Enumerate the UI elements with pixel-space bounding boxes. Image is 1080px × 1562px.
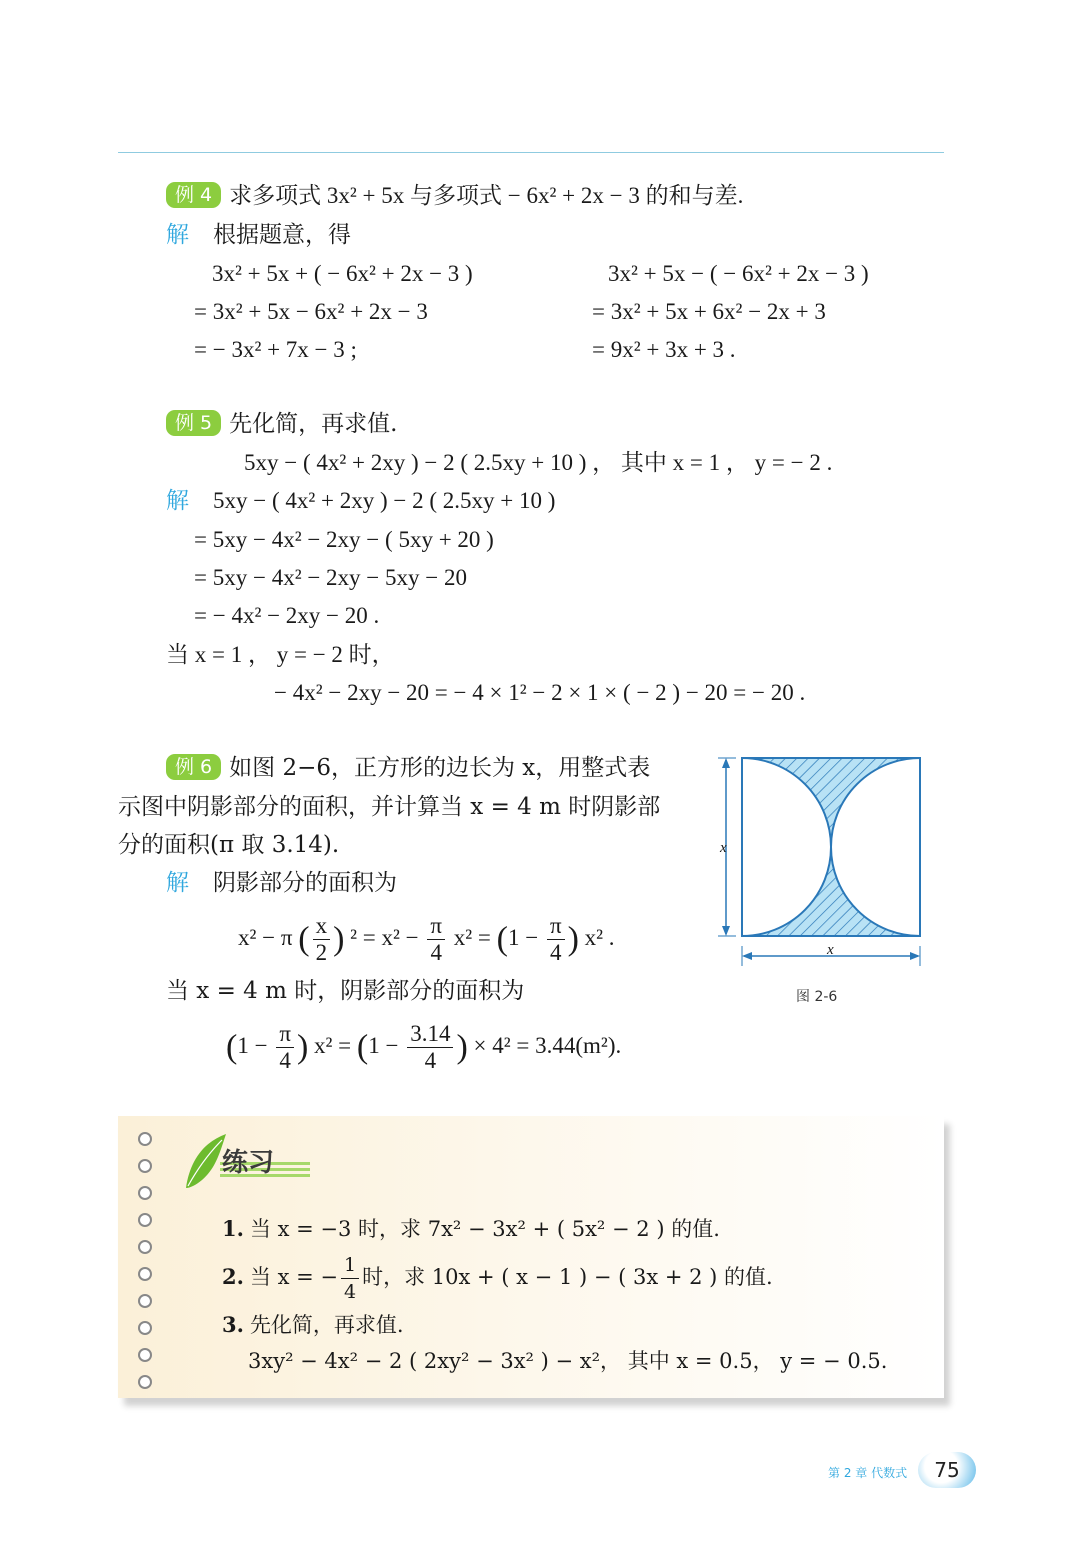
fraction-pi-over-4 [276, 1021, 294, 1074]
fraction-denominator: 4 [344, 1281, 357, 1303]
binder-ring [138, 1294, 152, 1308]
exercise-3 [222, 1310, 404, 1340]
example5-step-3: = 5xy − 4x² − 2xy − 5xy − 20 [194, 565, 468, 590]
fraction-numerator: 3.14 [407, 1021, 453, 1048]
fraction-pi-over-4 [547, 913, 565, 966]
example4-solve [166, 220, 351, 250]
exercise-text-post: 时，求 10x + ( x − 1 ) − ( 3x + 2 ) 的值. [362, 1265, 773, 1289]
formula-part: 1 − [237, 1033, 268, 1058]
example5-solve [166, 486, 555, 516]
example6-when: 当 x = 4 m 时，阴影部分的面积为 [166, 978, 525, 1004]
exercise-number: 3. [222, 1312, 244, 1337]
arrow-up-icon [722, 758, 730, 768]
fraction-denominator: 4 [279, 1048, 291, 1074]
binder-ring [138, 1159, 152, 1173]
example6-solve [166, 868, 397, 898]
side-label: x [720, 840, 727, 856]
exercise-number: 2. [222, 1264, 244, 1289]
solve-label: 解 [166, 870, 189, 896]
right-paren: ) [567, 920, 579, 958]
formula-part: 1 − [507, 925, 539, 950]
binder-ring [138, 1240, 152, 1254]
left-paren: ( [496, 920, 508, 958]
binder-ring [138, 1186, 152, 1200]
exercise-text: 先化简，再求值. [249, 1313, 404, 1337]
fraction-denominator: 4 [424, 1048, 437, 1074]
arrow-right-icon [910, 952, 920, 960]
left-paren: ( [226, 1028, 238, 1066]
example4-sum-line-3: = − 3x² + 7x − 3 ; [194, 337, 357, 362]
example4-prompt: 求多项式 3x² + 5x 与多项式 − 6x² + 2x − 3 的和与差. [229, 183, 744, 208]
formula-part: × 4² = 3.44(m²). [473, 1033, 622, 1058]
example4-diff-line-3: = 9x² + 3x + 3 . [592, 337, 736, 362]
example6-text-line-2: 示图中阴影部分的面积，并计算当 x = 4 m 时阴影部 [118, 794, 661, 820]
example6-text-line-3: 分的面积(π 取 3.14). [118, 832, 340, 858]
exercise-number: 1. [222, 1216, 244, 1241]
left-paren: ( [356, 1028, 369, 1066]
figure-caption: 图 2-6 [796, 989, 838, 1005]
right-paren: ) [333, 920, 345, 958]
exercise-text-pre: 当 x = − [249, 1265, 338, 1289]
example5-step-2: = 5xy − 4x² − 2xy − ( 5xy + 20 ) [194, 527, 494, 552]
solve-label: 解 [166, 222, 189, 248]
formula-part: ² = x² − [350, 925, 419, 950]
exercise-1 [222, 1214, 720, 1244]
page-number: 75 [918, 1452, 976, 1488]
arrow-left-icon [742, 952, 752, 960]
binder-ring [138, 1213, 152, 1227]
example4-diff-line-1: 3x² + 5x − ( − 6x² + 2x − 3 ) [608, 261, 869, 286]
example4-sum-line-2: = 3x² + 5x − 6x² + 2x − 3 [194, 299, 428, 324]
fraction-numerator: π [547, 913, 565, 940]
example5-expression: 5xy − ( 4x² + 2xy ) − 2 ( 2.5xy + 10 ) ， 其中 x = 1 ， y = − 2 . [244, 450, 833, 475]
fraction-denominator: 4 [430, 940, 442, 966]
formula-part: x² . [584, 925, 615, 950]
example6-formula [238, 910, 615, 968]
example6-tag: 例 6 [166, 754, 221, 780]
practice-title: 练习 [222, 1148, 275, 1178]
right-paren: ) [296, 1028, 309, 1066]
exercise-3-expression: 3xy² − 4x² − 2 ( 2xy² − 3x² ) − x²， 其中 x = 0.5， y = − 0.5. [248, 1349, 888, 1373]
figure-2-6 [712, 752, 928, 972]
example6-text-line-1: 如图 2−6，正方形的边长为 x，用整式表 [229, 755, 651, 781]
solve-label: 解 [166, 488, 189, 514]
binder-ring [138, 1375, 152, 1389]
binder-ring [138, 1132, 152, 1146]
fraction-1-over-4 [341, 1252, 359, 1305]
example4-heading [166, 181, 743, 211]
example5-prompt: 先化简，再求值. [229, 411, 398, 437]
practice-box [118, 1116, 944, 1398]
example5-heading [166, 409, 397, 439]
example5-tag: 例 5 [166, 410, 221, 436]
fraction-pi-over-4 [427, 913, 445, 966]
fraction-numerator: 1 [341, 1252, 359, 1279]
fraction-numerator: π [276, 1021, 294, 1048]
example4-solve-intro: 根据题意，得 [213, 222, 351, 248]
fraction-numerator: π [427, 913, 445, 940]
example5-when: 当 x = 1 ， y = − 2 时， [166, 642, 395, 667]
example5-step-1: 5xy − ( 4x² + 2xy ) − 2 ( 2.5xy + 10 ) [213, 488, 556, 513]
example5-result: − 4x² − 2xy − 20 = − 4 × 1² − 2 × 1 × ( − 2 ) − 20 = − 20 . [274, 680, 806, 705]
fraction-numerator: x [313, 913, 331, 940]
exercise-text: 当 x = −3 时，求 7x² − 3x² + ( 5x² − 2 ) 的值. [249, 1217, 720, 1241]
left-paren: ( [298, 920, 310, 958]
fraction-314-over-4 [407, 1021, 453, 1074]
formula-part: x² − π [238, 925, 293, 950]
fraction-x-over-2 [313, 913, 331, 966]
example4-tag: 例 4 [166, 182, 221, 208]
bottom-label: x [827, 942, 834, 958]
example4-diff-line-2: = 3x² + 5x + 6x² − 2x + 3 [592, 299, 826, 324]
arrow-down-icon [722, 926, 730, 936]
header-rule [118, 152, 944, 153]
fraction-denominator: 2 [315, 940, 328, 966]
binder-ring [138, 1321, 152, 1335]
example6-calc [226, 1018, 621, 1076]
formula-part: x² = [453, 925, 491, 950]
example6-heading [166, 753, 650, 783]
right-paren: ) [456, 1028, 468, 1066]
footer-chapter: 第 2 章 代数式 [828, 1466, 908, 1480]
binder-ring [138, 1267, 152, 1281]
exercise-2 [222, 1250, 773, 1305]
binder-ring [138, 1348, 152, 1362]
fraction-denominator: 4 [550, 940, 562, 966]
formula-part: 1 − [368, 1033, 399, 1058]
formula-part: x² = [314, 1033, 352, 1058]
example4-sum-line-1: 3x² + 5x + ( − 6x² + 2x − 3 ) [212, 261, 473, 286]
example6-solve-intro: 阴影部分的面积为 [213, 870, 397, 896]
example5-step-4: = − 4x² − 2xy − 20 . [194, 603, 380, 628]
